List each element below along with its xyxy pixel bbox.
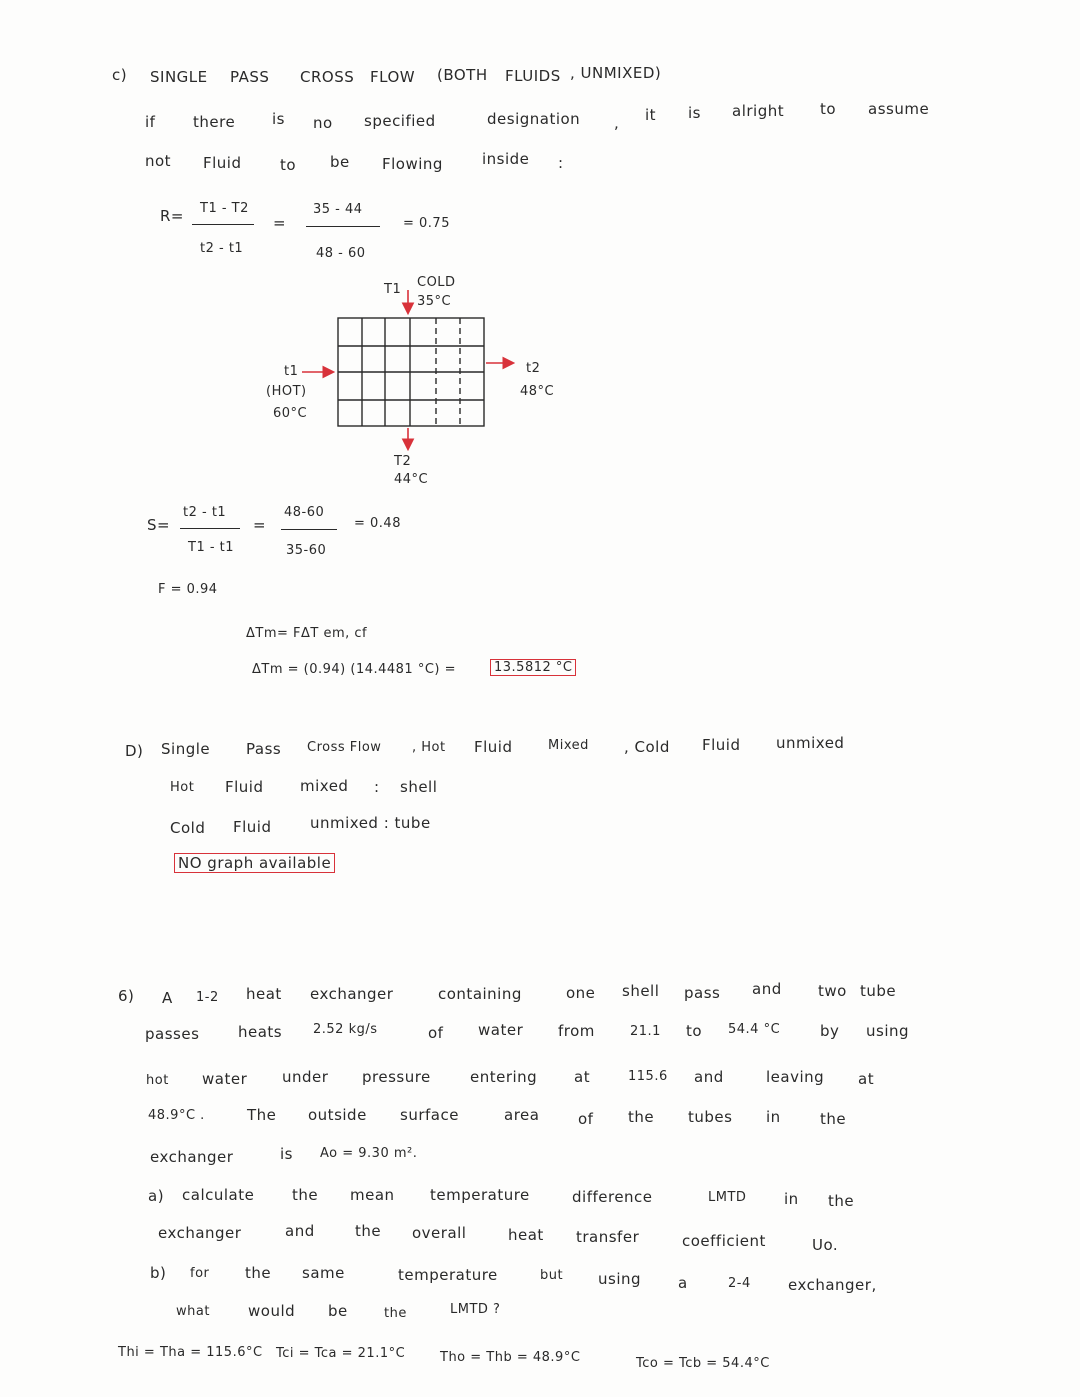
text-word: the [292, 1186, 319, 1204]
text-word: exchanger, [788, 1276, 877, 1294]
diagram-label-hot: (HOT) [266, 384, 307, 399]
r-denominator: t2 - t1 [200, 241, 244, 256]
text-word: unmixed : tube [310, 814, 431, 832]
title-word: FLOW [370, 68, 416, 86]
text-word: and [694, 1068, 724, 1086]
text-word: hot [146, 1073, 169, 1088]
dtm-calculation: ΔTm = (0.94) (14.4481 °C) = [252, 662, 457, 677]
text-word: but [540, 1268, 564, 1283]
text-word: to [686, 1022, 703, 1040]
title-word: unmixed [776, 734, 845, 752]
text-word: using [598, 1270, 642, 1288]
text-word: 115.6 [628, 1069, 668, 1084]
given-tho: Tho = Thb = 48.9°C [440, 1350, 581, 1365]
text-word: exchanger [150, 1148, 234, 1166]
title-word: Fluid [474, 738, 513, 756]
title-word: FLUIDS [505, 67, 561, 85]
section-c-label: c) [112, 66, 128, 84]
given-tco: Tco = Tcb = 54.4°C [636, 1356, 770, 1371]
s-label: S= [147, 516, 171, 534]
text-word: leaving [766, 1068, 825, 1086]
text-word: Fluid [203, 154, 242, 172]
r-denominator-value: 48 - 60 [316, 246, 366, 261]
text-word: for [190, 1266, 210, 1281]
text-word: in [766, 1108, 781, 1126]
text-word: 2.52 kg/s [313, 1022, 378, 1037]
text-word: heats [238, 1023, 283, 1041]
text-word: Fluid [225, 778, 264, 796]
text-word: specified [364, 112, 436, 130]
text-word: difference [572, 1188, 653, 1206]
equals-sign: = [273, 214, 287, 232]
text-word: the [828, 1192, 855, 1210]
text-word: not [145, 152, 172, 170]
r-label: R= [160, 207, 184, 225]
text-word: The [247, 1106, 277, 1124]
text-word: b) [150, 1264, 167, 1282]
text-word: : [374, 778, 380, 796]
text-word: Uo. [812, 1236, 839, 1254]
text-word: Cold [170, 819, 206, 837]
title-word: Single [161, 740, 211, 758]
text-word: coefficient [682, 1232, 766, 1250]
text-word: heat [246, 985, 282, 1003]
text-word: one [566, 984, 596, 1002]
diagram-label-hot-temp: 60°C [273, 406, 308, 421]
diagram-label-T2: T2 [394, 454, 412, 469]
text-word: Hot [170, 780, 195, 795]
text-word: by [820, 1022, 840, 1040]
text-word: : [558, 154, 564, 172]
text-word: is [688, 104, 701, 122]
text-word: the [820, 1110, 847, 1128]
exchanger-grid [338, 318, 484, 426]
text-word: assume [868, 100, 930, 118]
text-word: of [578, 1110, 594, 1128]
text-word: mean [350, 1186, 395, 1204]
text-word: , [614, 114, 620, 132]
title-word: , Cold [624, 738, 670, 756]
title-word: , Hot [412, 740, 446, 755]
text-word: LMTD [708, 1190, 747, 1205]
text-word: a) [148, 1187, 165, 1205]
text-word: outside [308, 1106, 367, 1124]
text-word: exchanger [158, 1224, 242, 1242]
text-word: 54.4 °C [728, 1022, 781, 1037]
text-word: temperature [430, 1186, 530, 1204]
fraction-bar [281, 529, 337, 530]
text-word: surface [400, 1106, 459, 1124]
text-word: shell [622, 982, 660, 1000]
text-word: the [384, 1306, 407, 1321]
text-word: would [248, 1302, 296, 1320]
text-word: calculate [182, 1186, 255, 1204]
text-word: and [285, 1222, 315, 1240]
text-word: pressure [362, 1068, 431, 1086]
text-word: no [313, 114, 333, 132]
title-word: Cross Flow [307, 740, 382, 755]
text-word: 2-4 [728, 1276, 751, 1291]
diagram-label-t2-temp: 48°C [520, 384, 555, 399]
text-word: what [176, 1304, 210, 1319]
text-word: containing [438, 985, 522, 1003]
text-word: heat [508, 1226, 544, 1244]
diagram-label-T1: T1 [384, 282, 402, 297]
given-tci: Tci = Tca = 21.1°C [276, 1346, 406, 1361]
title-word: SINGLE [150, 68, 208, 86]
text-word: to [820, 100, 837, 118]
text-word: water [478, 1021, 524, 1039]
text-word: at [858, 1070, 875, 1088]
s-numerator: t2 - t1 [183, 505, 227, 520]
text-word: it [645, 106, 657, 124]
diagram-label-t1: t1 [284, 364, 299, 379]
s-denominator: T1 - t1 [188, 540, 235, 555]
title-word: (BOTH [437, 66, 488, 84]
text-word: designation [487, 110, 581, 128]
diagram-label-T2-temp: 44°C [394, 472, 429, 487]
text-word: LMTD ? [450, 1302, 501, 1317]
text-word: in [784, 1190, 799, 1208]
text-word: exchanger [310, 985, 394, 1003]
given-thi: Thi = Tha = 115.6°C [118, 1345, 263, 1360]
area-value: Ao = 9.30 m². [320, 1146, 418, 1161]
text-word: is [280, 1145, 293, 1163]
text-word: and [752, 980, 782, 998]
text-word: be [330, 153, 350, 171]
text-word: inside [482, 150, 530, 168]
diagram-label-cold-temp: 35°C [417, 294, 452, 309]
title-word: Mixed [548, 738, 589, 753]
text-word: water [202, 1070, 248, 1088]
s-denominator-value: 35-60 [286, 543, 327, 558]
r-numerator-value: 35 - 44 [313, 202, 363, 217]
text-word: the [245, 1264, 272, 1282]
text-word: under [282, 1068, 329, 1086]
no-graph-box: NO graph available [174, 853, 335, 873]
dtm-result-box: 13.5812 °C [490, 659, 576, 676]
text-word: Fluid [233, 818, 272, 836]
text-word: 48.9°C . [148, 1108, 205, 1123]
text-word: passes [145, 1025, 200, 1043]
text-word: to [280, 156, 297, 174]
text-word: temperature [398, 1266, 498, 1284]
text-word: A [162, 989, 173, 1007]
diagram-label-cold: COLD [417, 275, 456, 290]
text-word: using [866, 1022, 910, 1040]
text-word: 1-2 [196, 990, 219, 1005]
text-word: transfer [576, 1228, 640, 1246]
text-word: two [818, 982, 847, 1000]
text-word: of [428, 1024, 444, 1042]
text-word: at [574, 1068, 591, 1086]
s-result: = 0.48 [354, 516, 401, 531]
text-word: overall [412, 1224, 467, 1242]
r-numerator: T1 - T2 [200, 201, 249, 216]
text-word: a [678, 1274, 688, 1292]
text-word: the [628, 1108, 655, 1126]
fraction-bar [180, 528, 240, 529]
text-word: mixed [300, 777, 349, 795]
text-word: alright [732, 102, 785, 120]
text-word: entering [470, 1068, 538, 1086]
text-word: tubes [688, 1108, 733, 1126]
text-word: 21.1 [630, 1024, 661, 1039]
text-word: if [145, 113, 156, 131]
text-word: area [504, 1106, 540, 1124]
dtm-formula: ΔTm= FΔT em, cf [246, 626, 368, 641]
text-word: tube [860, 982, 897, 1000]
text-word: same [302, 1264, 345, 1282]
title-word: CROSS [300, 68, 355, 86]
text-word: pass [684, 984, 721, 1002]
section-d-label: D) [125, 742, 144, 760]
text-word: the [355, 1222, 382, 1240]
text-word: be [328, 1302, 348, 1320]
f-value: F = 0.94 [158, 582, 218, 597]
problem-number: 6) [118, 987, 135, 1005]
title-word: , UNMIXED) [570, 64, 662, 82]
r-result: = 0.75 [403, 216, 450, 231]
s-numerator-value: 48-60 [284, 505, 325, 520]
text-word: there [193, 113, 236, 131]
text-word: shell [400, 778, 438, 796]
title-word: Pass [246, 740, 282, 758]
text-word: Flowing [382, 155, 443, 173]
title-word: Fluid [702, 736, 741, 754]
title-word: PASS [230, 68, 270, 86]
text-word: is [272, 110, 285, 128]
diagram-label-t2: t2 [526, 361, 541, 376]
equals-sign: = [253, 516, 267, 534]
text-word: from [558, 1022, 595, 1040]
